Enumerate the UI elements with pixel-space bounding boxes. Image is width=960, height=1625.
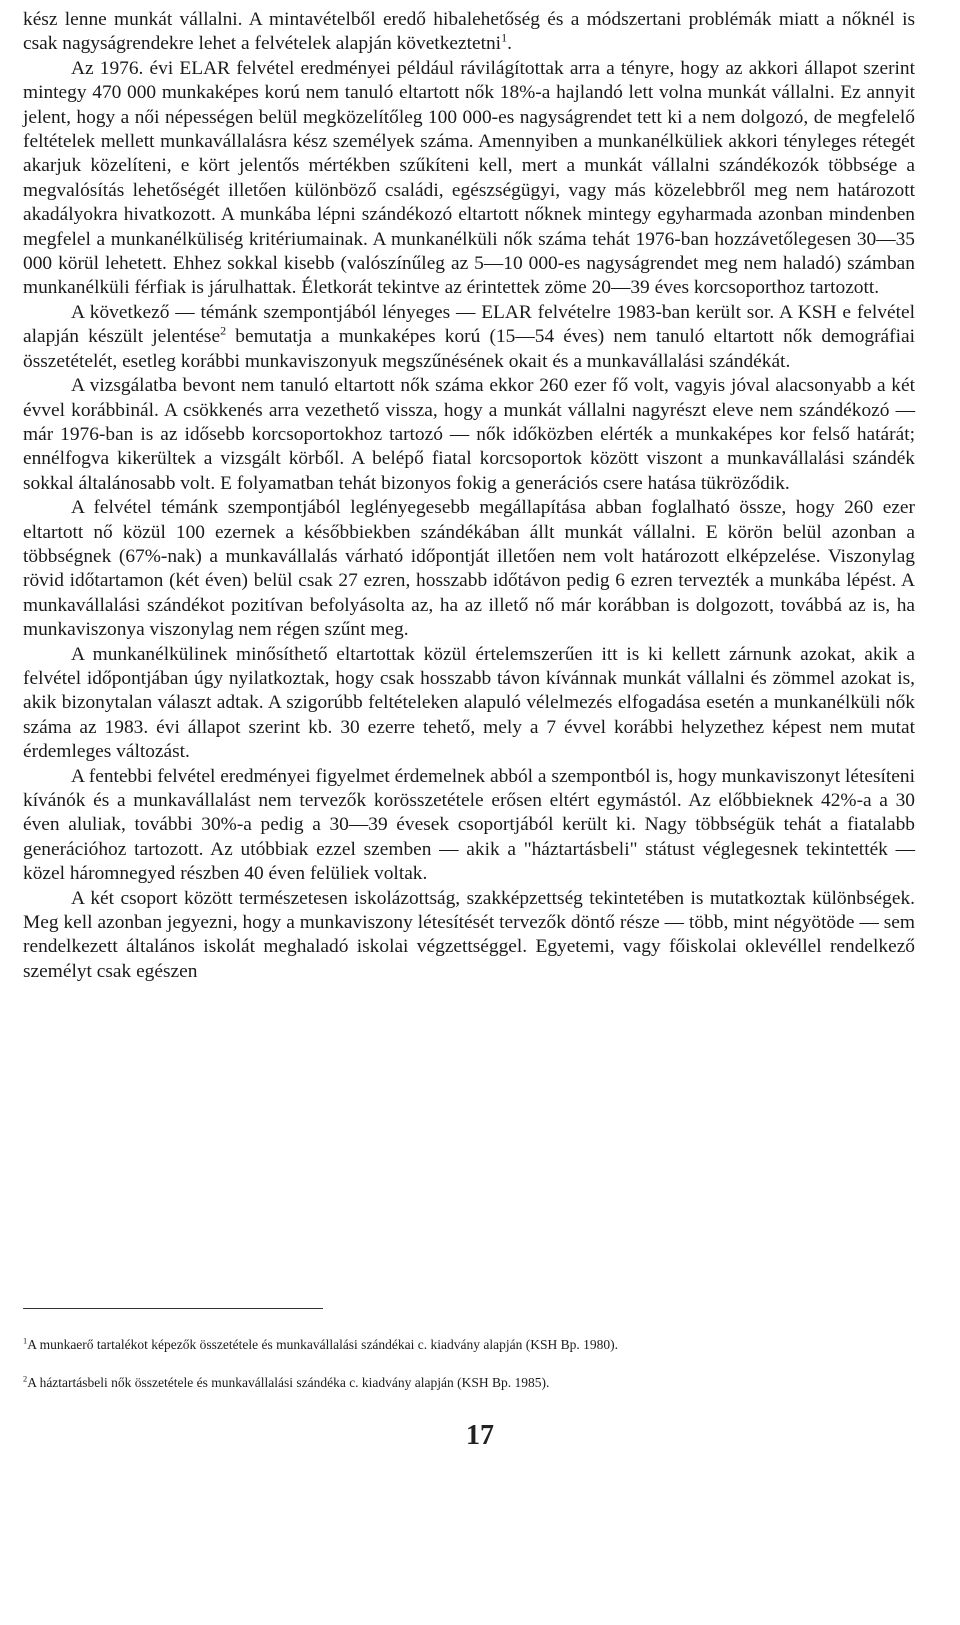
paragraph-8: A két csoport között természetesen iskolázottság, szakképzettség tekintetében is mutatkoztak különbségek. Meg kell azonban jegyezni, hogy a munkaviszony létesítését tervezők döntő része — több, mint négyötöde — sem rendelkezett általános iskolát meghaladó iskolai végzettséggel. Egyetemi, vagy főiskolai oklevéllel rendelkező személyt csak egészen <box>23 887 915 982</box>
footnote-text: A munkaerő tartalékot képezők összetétele és munkavállalási szándékai c. kiadvány alapján (KSH Bp. 1980). <box>27 1337 618 1352</box>
footnote-1 <box>23 1337 923 1353</box>
footnote-2 <box>23 1375 923 1391</box>
footnote-ref-2: 2 <box>220 323 227 338</box>
document-body <box>23 8 915 984</box>
paragraph-5: A felvétel témánk szempontjából leglényegesebb megállapítása abban foglalható össze, hogy 260 ezer eltartott nő közül 100 ezernek a későbbiekben szándékában állt munkát vállalni. E körön belül azonban a többségnek (67%-nak) a munkavállalás várható időpontját illetően nem volt határozott elképzelése. Viszonylag rövid időtartamon (két éven) belül csak 27 ezren, hosszabb időtávon pedig 6 ezren tervezték a munkába lépést. A munkavállalási szándékot pozitívan befolyásolta az, ha az illető nő már korábban is dolgozott, továbbá az is, ha munkaviszonya viszonylag nem régen szűnt meg. <box>23 497 915 641</box>
paragraph-7: A fentebbi felvétel eredményei figyelmet érdemelnek abból a szempontból is, hogy munkaviszonyt létesíteni kívánók és a munkavállalást nem tervezők korösszetétele erősen eltért egymástól. Az előbbieknek 42%-a a 30 éven aluliak, további 30%-a pedig a 30—39 évesek csoportjából került ki. Nagy többségük tehát a fiatalabb generációhoz tartozott. Az utóbbiak ezzel szemben — akik a "háztartásbeli" státust véglegesnek tekintették — közel háromnegyed részben 40 éven felüliek voltak. <box>23 765 915 885</box>
footnote-mark: 1 <box>23 1336 28 1346</box>
footnote-text: A háztartásbeli nők összetétele és munkavállalási szándéka c. kiadvány alapján (KSH Bp. 1985). <box>27 1375 550 1390</box>
paragraph-3: A következő — témánk szempontjából lényeges — ELAR felvételre 1983-ban került sor. A KSH e felvétel alapján készült jelentése$^2$ bemutatja a munkaképes korú (15—54 éves) nem tanuló eltartott nők demográfiai összetételét, esetleg korábbi munkaviszonyuk megszűnésének okait és a munkavállalási szándékát. <box>23 301 916 372</box>
paragraph-4: A vizsgálatba bevont nem tanuló eltartott nők száma ekkor 260 ezer fő volt, vagyis jóval alacsonyabb a két évvel korábbinál. A csökkenés arra vezethető vissza, hogy a munkát vállalni nagyrészt eleve nem szándékozó — már 1976-ban is az idősebb korcsoportokhoz tartozó — nők időközben elérték a munkaképes kor felső határát; ennélfogva kikerültek a vizsgált körből. A belépő fiatal korcsoportok között viszont a munkavállalási szándék sokkal általánosabb volt. E folyamatban tehát bizonyos fokig a generációs csere hatása tükröződik. <box>23 375 915 494</box>
page-number: 17 <box>466 1420 494 1451</box>
footnote-mark: 2 <box>23 1374 28 1384</box>
paragraph-2: Az 1976. évi ELAR felvétel eredményei például rávilágítottak arra a tényre, hogy az akkori állapot szerint mintegy 470 000 munkaképes korú nem tanuló eltartott nők 18%-a hajlandó lett volna munkát vállalni. Ez annyit jelent, hogy a női népességen belül megközelítőleg 100 000-es nagyságrendet tett ki a nem dolgozó, de megfelelő feltételek mellett munkavállalásra kész személyek száma. Amennyiben a munkanélküliek akkori tényleges rétegét akarjuk közelíteni, e kört jelentős mértékben szűkíteni kell, mert a munkát vállalni szándékozók többsége a megvalósítás lehetőségét illetően különböző családi, egészségügyi, vagy más közelebbről meg nem határozott akadályokra hivatkozott. A munkába lépni szándékozó eltartott nőknek mintegy egyharmada azonban mindenben megfelel a munkanélküliség kritériumainak. A munkanélküli nők száma tehát 1976-ban hozzávetőlegesen 30—35 000 körül lehetett. Ehhez sokkal kisebb (valószínűleg az 5—10 000-es nagyságrendet meg nem haladó) számban munkanélküli férfiak is járulhattak. Életkorát tekintve az érintettek zöme 20—39 éves korcsoporthoz tartozott. <box>23 57 915 299</box>
paragraph-6: A munkanélkülinek minősíthető eltartottak közül értelemszerűen itt is ki kellett zárnunk azokat, akik a felvétel időpontjában úgy nyilatkoztak, hogy csak hosszabb távon kívánnak munkát vállalni és zömmel azokat is, akik bizonytalan választ adtak. A szigorúbb feltételeken alapuló vélelmezés elfogadása esetén a munkanélküli nők száma az 1983. évi állapot szerint kb. 30 ezerre tehető, mely a 7 évvel korábbi helyzethez képest nem mutat érdemleges változást. <box>23 643 915 763</box>
footnote-ref-1: 1 <box>501 30 508 45</box>
footnote-divider <box>23 1308 323 1309</box>
paragraph-1: kész lenne munkát vállalni. A mintavételből eredő hibalehetőség és a módszertani problémák miatt a nőknél is csak nagyságrendekre lehet a felvételek alapján következtetni$^1$. <box>23 9 915 55</box>
